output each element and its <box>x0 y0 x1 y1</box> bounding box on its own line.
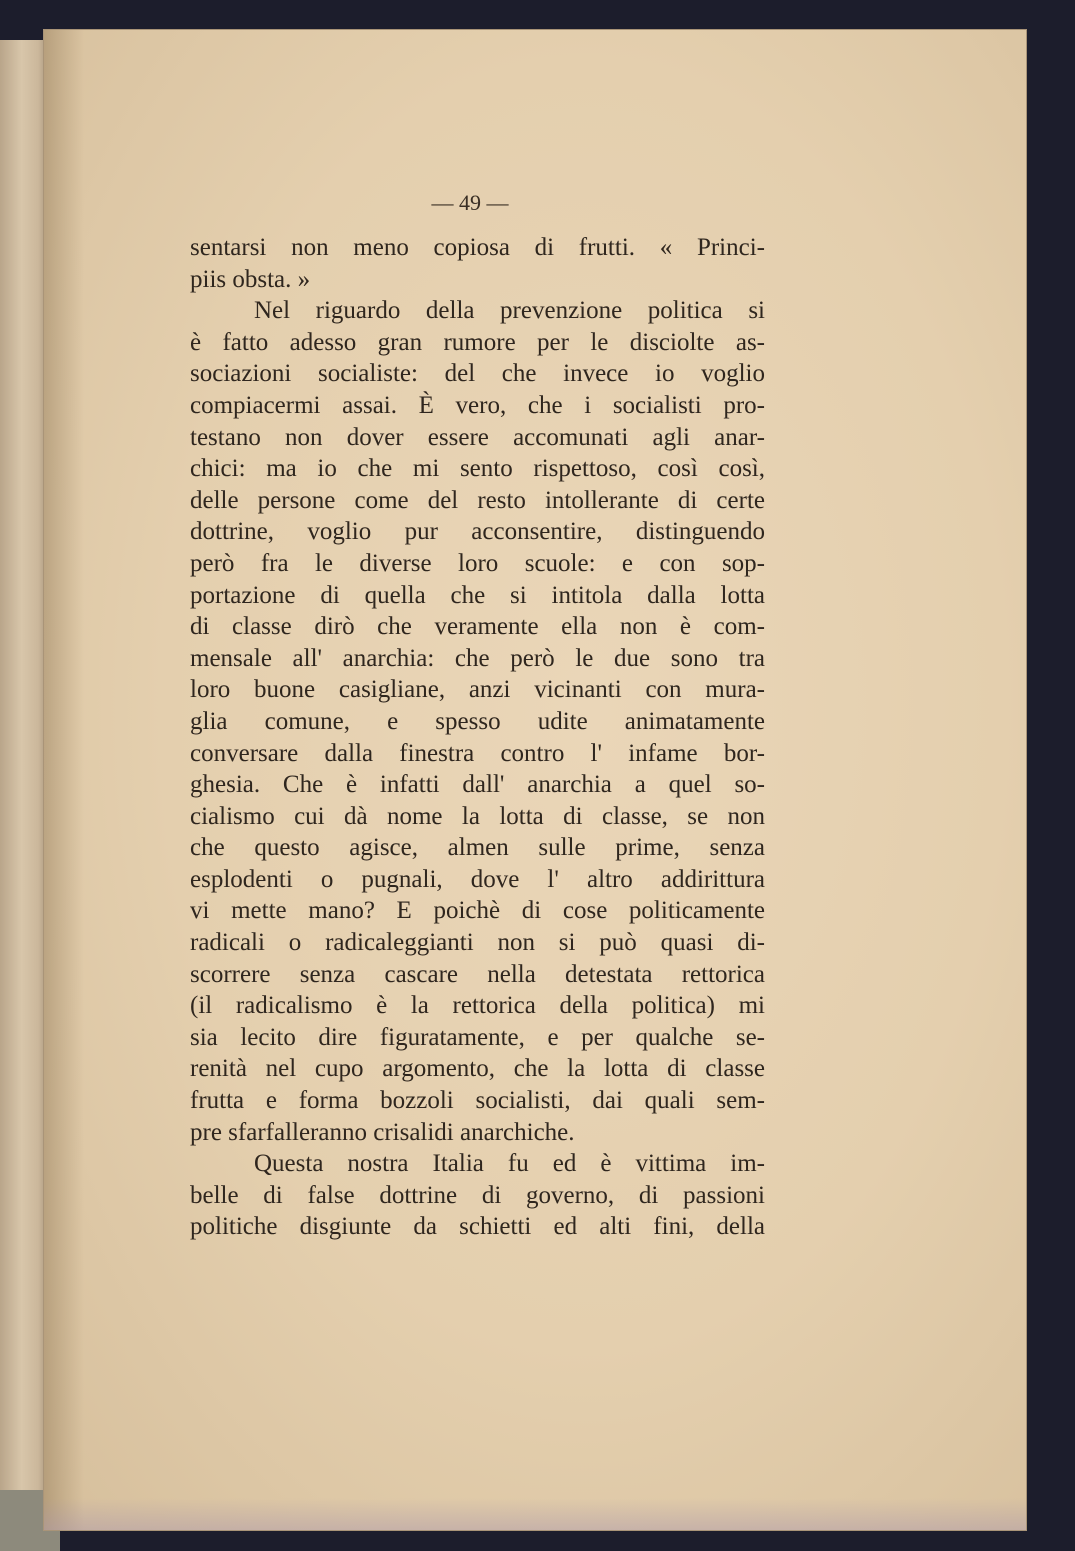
text-line: belle di false dottrine di governo, di passioni <box>190 1181 765 1209</box>
text-line: compiacermi assai. È vero, che i socialisti pro- <box>190 391 765 419</box>
text-line: portazione di quella che si intitola dalla lotta <box>190 581 765 609</box>
text-line: renità nel cupo argomento, che la lotta di classe <box>190 1055 765 1083</box>
text-line: frutta e forma bozzoli socialisti, dai quali sem- <box>190 1087 765 1115</box>
text-line: mensale all' anarchia: che però le due sono tra <box>190 644 765 672</box>
page-number: — 49 — <box>431 190 509 215</box>
text-line: testano non dover essere accomunati agli anar- <box>190 423 765 451</box>
page-bottom-stain <box>44 1498 1026 1530</box>
text-line: delle persone come del resto intollerante di certe <box>190 486 765 514</box>
left-page-edge <box>0 40 48 1551</box>
text-line: che questo agisce, almen sulle prime, senza <box>190 834 765 862</box>
text-line: esplodenti o pugnali, dove l' altro addirittura <box>190 865 765 893</box>
text-line: politiche disgiunte da schietti ed alti fini, della <box>190 1213 765 1241</box>
text-line: sia lecito dire figuratamente, e per qualche se- <box>190 1023 765 1051</box>
text-line: Questa nostra Italia fu ed è vittima im- <box>254 1150 765 1178</box>
text-line: sociazioni socialiste: del che invece io voglio <box>190 360 765 388</box>
page-gutter-shadow <box>44 30 84 1530</box>
text-line: glia comune, e spesso udite animatamente <box>190 707 765 735</box>
text-line: Nel riguardo della prevenzione politica si <box>254 297 765 325</box>
text-line: (il radicalismo è la rettorica della politica) mi <box>190 992 765 1020</box>
text-line: ghesia. Che è infatti dall' anarchia a quel so- <box>190 771 765 799</box>
text-line: chici: ma io che mi sento rispettoso, così così, <box>190 455 765 483</box>
text-line: di classe dirò che veramente ella non è com- <box>190 613 765 641</box>
text-line: vi mette mano? E poichè di cose politicamente <box>190 897 765 925</box>
text-line: è fatto adesso gran rumore per le disciolte as- <box>190 328 765 356</box>
text-line: radicali o radicaleggianti non si può quasi di- <box>190 929 765 957</box>
text-line: conversare dalla finestra contro l' infame bor- <box>190 739 765 767</box>
text-line: pre sfarfalleranno crisalidi anarchiche. <box>190 1118 575 1146</box>
text-line: cialismo cui dà nome la lotta di classe, se non <box>190 802 765 830</box>
text-line: però fra le diverse loro scuole: e con sop- <box>190 549 765 577</box>
text-line: sentarsi non meno copiosa di frutti. « Princi- <box>190 234 765 261</box>
text-line: piis obsta. » <box>190 265 311 293</box>
text-line: dottrine, voglio pur acconsentire, distinguendo <box>190 518 765 546</box>
body-text <box>190 232 765 1243</box>
text-line: scorrere senza cascare nella detestata rettorica <box>190 960 765 988</box>
text-line: loro buone casigliane, anzi vicinanti con mura- <box>190 676 765 704</box>
